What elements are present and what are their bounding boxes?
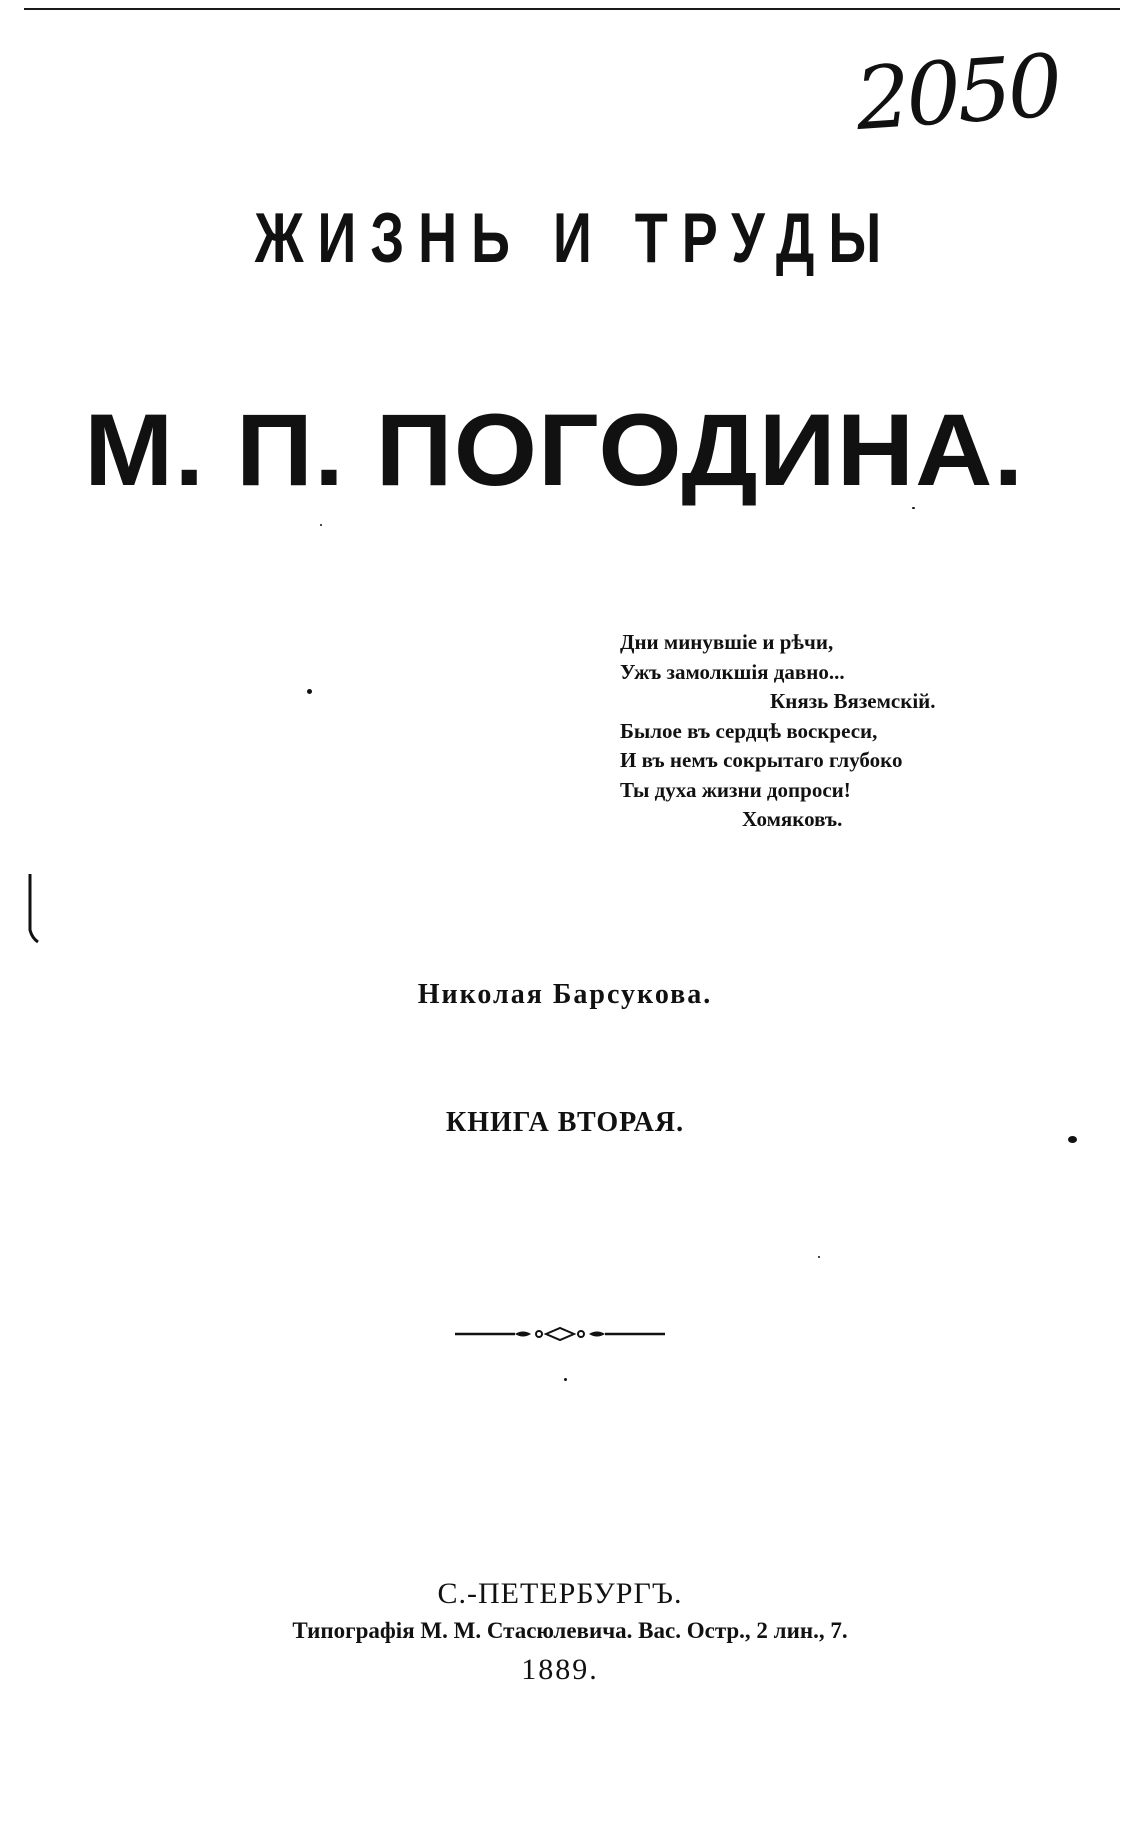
- margin-mark: [26, 872, 42, 944]
- epigraph-line: Дни минувшіе и рѣчи,: [620, 630, 834, 654]
- epigraph-attribution: Хомяковъ.: [742, 807, 843, 831]
- epigraph-line: Ужъ замолкшія давно...: [620, 659, 845, 684]
- epigraph-attribution: Князь Вяземскій.: [770, 689, 936, 713]
- main-title: М. П. ПОГОДИНА.: [84, 393, 1025, 507]
- print-speck: [912, 507, 915, 509]
- print-speck: [564, 1378, 567, 1381]
- print-speck: [320, 524, 322, 526]
- print-speck: [1068, 1136, 1077, 1143]
- book-number: КНИГА ВТОРАЯ.: [445, 1107, 685, 1138]
- epigraph: [620, 628, 1000, 835]
- imprint-printer: Типографія М. М. Стасюлевича. Вас. Остр., 2 лин., 7.: [292, 1618, 848, 1643]
- imprint-city: С.-ПЕТЕРБУРГЪ.: [437, 1577, 683, 1610]
- imprint-year: 1889.: [521, 1653, 599, 1686]
- print-speck: [818, 1256, 820, 1258]
- epigraph-line: Былое въ сердцѣ воскреси,: [620, 718, 878, 743]
- epigraph-line: И въ немъ сокрытаго глубоко: [620, 748, 903, 772]
- handwritten-shelfmark: 2050: [852, 36, 1062, 151]
- print-speck: [307, 689, 312, 694]
- page-top-edge: [24, 8, 1120, 10]
- series-title: ЖИЗНЬ И ТРУДЫ: [254, 199, 896, 278]
- author-line: Николая Барсукова.: [417, 979, 713, 1010]
- ornament-divider: [455, 1324, 665, 1344]
- epigraph-line: Ты духа жизни допроси!: [620, 777, 851, 802]
